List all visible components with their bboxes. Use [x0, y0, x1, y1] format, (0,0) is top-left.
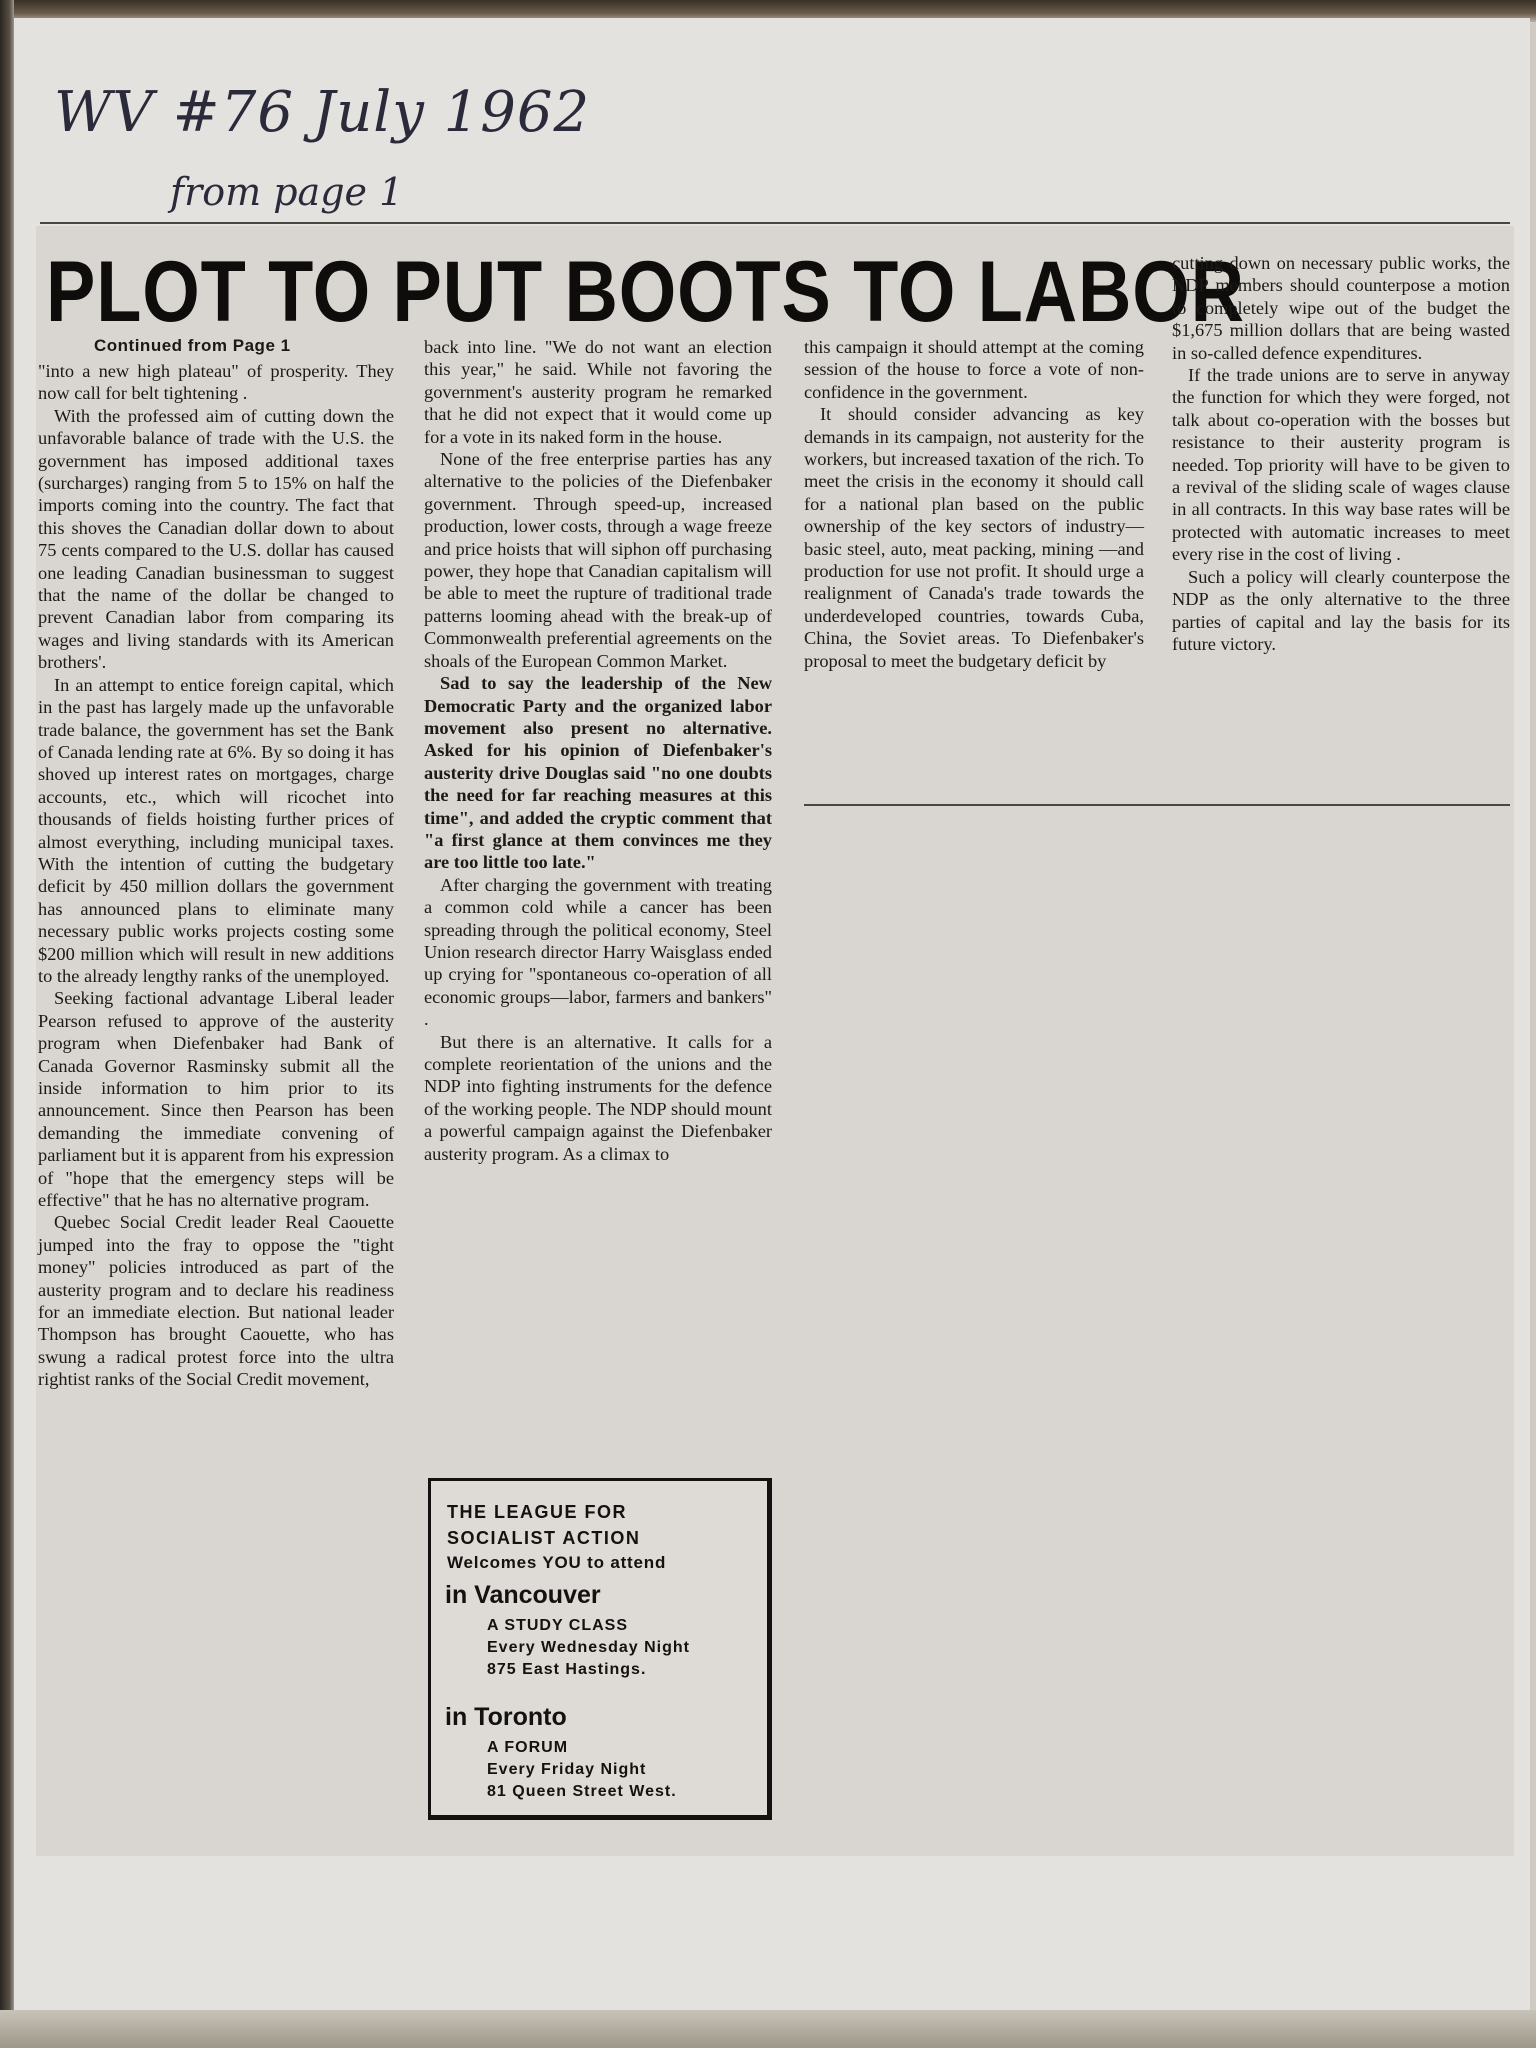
ad-detail-line: Every Wednesday Night: [487, 1639, 690, 1656]
paragraph: Seeking factional advantage Liberal leader Pearson refused to approve of the austerity program when Diefenbaker had Bank of Canada Governor Rasminsky submit all the inside information to him prior to its announcement. Since then Pearson has been demanding the immediate convening of parliament but it is apparent from his expression of "hope that the emergency steps will be effective" that he has no alternative program.: [38, 988, 394, 1211]
paragraph: back into line. "We do not want an election this year," he said. While not favoring the government's austerity program he remarked that he did not expect that it would come up for a vote in its naked form in the house.: [424, 337, 772, 447]
article-column-2: [424, 336, 772, 1165]
paragraph: But there is an alternative. It calls for a complete reorientation of the unions and the NDP into fighting instruments for the defence of the working people. The NDP should mount a powerful campaign against the Diefenbaker austerity program. As a climax to: [424, 1031, 772, 1164]
paragraph: this campaign it should attempt at the coming session of the house to force a vote of non-confidence in the government.: [804, 337, 1144, 402]
league-ad-box: [428, 1478, 772, 1820]
scan-bottom-edge: [0, 2010, 1536, 2048]
ad-detail-line: Every Friday Night: [487, 1761, 647, 1778]
ad-detail-line: 875 East Hastings.: [487, 1661, 647, 1678]
paragraph: None of the free enterprise parties has any alternative to the policies of the Diefenbaker government. Through speed-up, increased production, lower costs, through a wage freeze and price hoists that will siphon off purchasing power, they hope that Canadian capitalism will be able to meet the rupture of traditional trade patterns looming ahead with the break-up of Commonwealth preferential agreements on the shoals of the European Common Market.: [424, 449, 772, 671]
ad-heading: [447, 1499, 640, 1551]
paragraph: In an attempt to entice foreign capital, which in the past has largely made up the unfavorable trade balance, the government has set the Bank of Canada lending rate at 6%. By so doing it has shoved up interest rates on mortgages, charge accounts, etc., which will ricochet into thousands of fields hoisting further prices of almost everything, including municipal taxes. With the intention of cutting the budgetary deficit by 450 million dollars the government has announced plans to eliminate many necessary public works projects costing some $200 million which will result in new additions to the already lengthy ranks of the unemployed.: [38, 674, 394, 986]
paragraph: With the professed aim of cutting down the unfavorable balance of trade with the U.S. the government has imposed additional taxes (surcharges) ranging from 5 to 15% on half the imports coming into the country. The fact that this shoves the Canadian dollar down to about 75 cents compared to the U.S. dollar has caused one leading Canadian businessman to suggest that the name of the dollar be changed to prevent Canadian labor from comparing its wages and living standards with its American brothers'.: [38, 405, 394, 673]
paragraph: "into a new high plateau" of prosperity. They now call for belt tightening .: [38, 361, 394, 404]
top-rule: [40, 222, 1510, 224]
paragraph: Quebec Social Credit leader Real Caouette jumped into the fray to oppose the "tight money" policies introduced as part of the austerity program and to declare his readiness for an immediate election. But national leader Thompson has brought Caouette, who has swung a radical protest force into the ultra rightist ranks of the Social Credit movement,: [38, 1212, 394, 1390]
paragraph: cutting down on necessary public works, the NDP members should counterpose a motion to completely wipe out of the budget the $1,675 million dollars that are being wasted in so-called defence expenditures.: [1172, 253, 1510, 363]
ad-vancouver-details: [487, 1615, 690, 1681]
ad-detail-line: A FORUM: [487, 1739, 569, 1756]
handwritten-page-note: from page 1: [170, 170, 404, 214]
handwritten-issue-note: WV #76 July 1962: [54, 80, 591, 145]
article-headline: PLOT TO PUT BOOTS TO LABOR: [46, 244, 1245, 340]
paragraph: Such a policy will clearly counterpose the NDP as the only alternative to the three parties of capital and lay the basis for its future victory.: [1172, 566, 1510, 654]
article-end-rule: [804, 804, 1510, 806]
scan-left-edge: [0, 0, 14, 2048]
continued-from-label: Continued from Page 1: [94, 336, 291, 355]
ad-detail-line: 81 Queen Street West.: [487, 1783, 677, 1800]
article-column-3: [804, 336, 1144, 672]
ad-detail-line: A STUDY CLASS: [487, 1617, 629, 1634]
paragraph: If the trade unions are to serve in anyway the function for which they were forged, not talk about co-operation with the bosses but resistance to their austerity program is needed. Top priority will have to be given to a revival of the sliding scale of wages clause in all contracts. In this way base rates will be protected with automatic increases to meet every rise in the cost of living .: [1172, 365, 1510, 565]
paragraph: Sad to say the leadership of the New Democratic Party and the organized labor movement also present no alternative. Asked for his opinion of Diefenbaker's austerity drive Douglas said "no one doubts the need for far reaching measures at this time", and added the cryptic comment that "a first glance at them convinces me they are too little too late.": [424, 673, 772, 873]
article-column-1: [38, 360, 394, 1391]
ad-welcome-line: Welcomes YOU to attend: [447, 1553, 667, 1572]
ad-toronto-details: [487, 1737, 677, 1803]
ad-city-toronto: in Toronto: [445, 1703, 567, 1731]
paragraph: After charging the government with treating a common cold while a cancer has been spreading through the political economy, Steel Union research director Harry Waisglass ended up crying for "spontaneous co-operation of all economic groups—labor, farmers and bankers" .: [424, 874, 772, 1030]
ad-heading-line: THE LEAGUE FOR: [447, 1502, 628, 1522]
article-column-4: [1172, 252, 1510, 655]
ad-city-vancouver: in Vancouver: [445, 1581, 601, 1609]
ad-heading-line: SOCIALIST ACTION: [447, 1528, 641, 1548]
paragraph: It should consider advancing as key demands in its campaign, not austerity for the workers, but increased taxation of the rich. To meet the crisis in the economy it should call for a national plan based on the public ownership of the key sectors of industry—basic steel, auto, meat packing, mining —and production for use not profit. It should urge a realignment of Canada's trade towards the underdeveloped countries, towards Cuba, China, the Soviet areas. To Diefenbaker's proposal to meet the budgetary deficit by: [804, 404, 1144, 671]
